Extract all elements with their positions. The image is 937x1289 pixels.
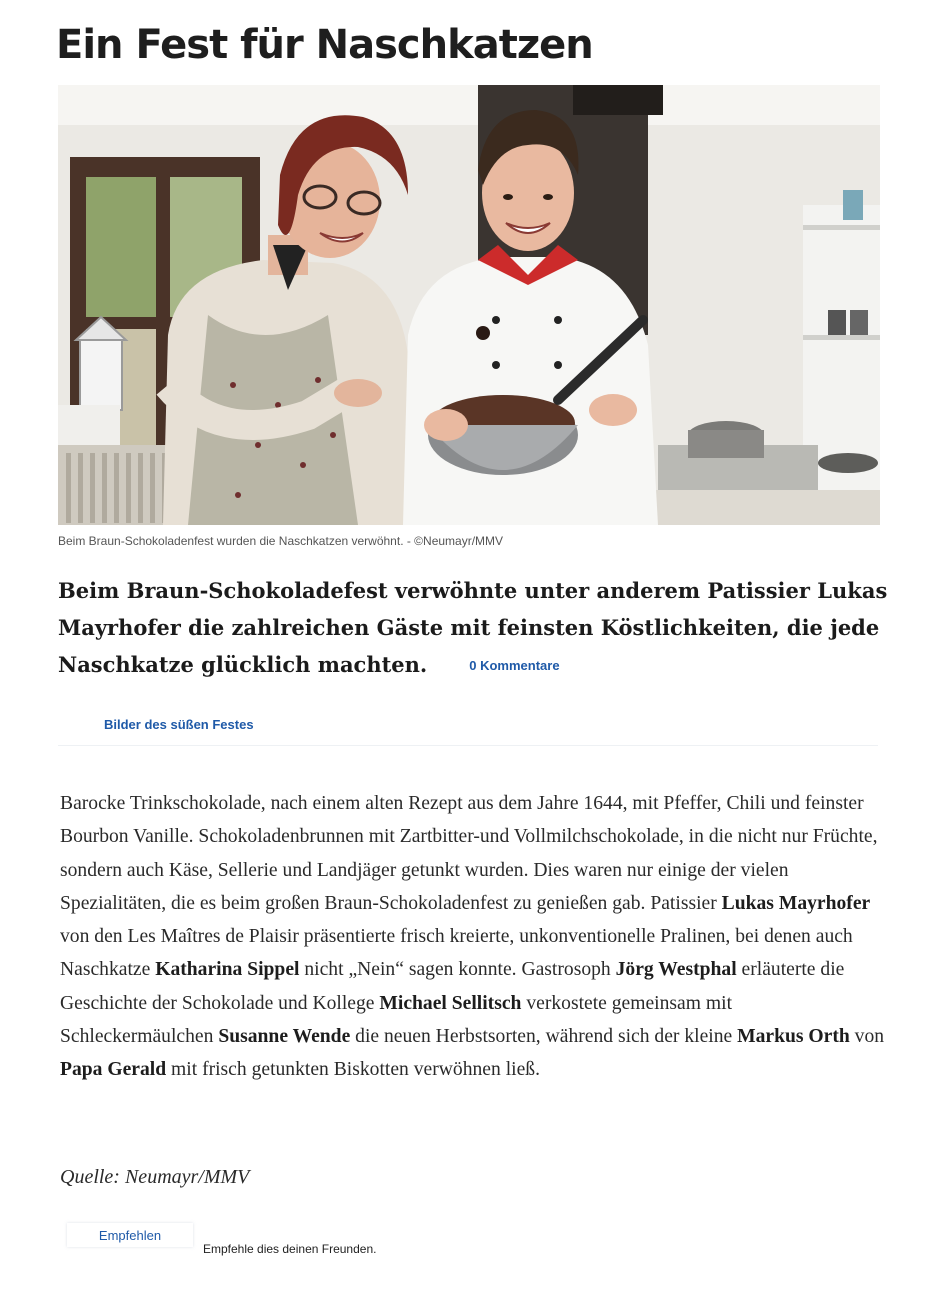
person-name: Michael Sellitsch <box>379 992 522 1014</box>
body-text-7: von <box>849 1026 885 1048</box>
article-lead <box>58 572 898 684</box>
divider <box>58 745 878 746</box>
body-text-4: erläuterte die Geschichte der Schokolade und Kollege <box>60 959 845 1014</box>
person-name: Papa Gerald <box>60 1059 167 1081</box>
recommend-text: Empfehle dies deinen Freunden. <box>203 1242 377 1256</box>
image-caption: Beim Braun-Schokoladenfest wurden die Naschkatzen verwöhnt. - ©Neumayr/MMV <box>58 534 504 548</box>
body-text-6: die neuen Herbstsorten, während sich der kleine <box>350 1026 738 1048</box>
article-title: Ein Fest für Naschkatzen <box>56 22 593 68</box>
article-source: Quelle: Neumayr/MMV <box>60 1166 250 1188</box>
body-text-3: nicht „Nein“ sagen konnte. Gastrosoph <box>299 959 616 981</box>
person-name: Katharina Sippel <box>155 959 300 981</box>
body-text-1: Barocke Trinkschokolade, nach einem alten Rezept aus dem Jahre 1644, mit Pfeffer, Chili und feinster Bourbon Vanille. Schokoladenbrunnen mit Zartbitter-und Vollmilchschokolade, in die nicht nur Früchte, sondern auch Käse, Sellerie und Landjäger getunkt wurden. Dies waren nur einige der vielen Spezialitäten, die es beim großen Braun-Schokoladenfest zu genießen gab. Patissier <box>60 793 878 914</box>
body-text-5: verkostete gemeinsam mit Schleckermäulchen <box>60 992 733 1048</box>
body-text-8: mit frisch getunkten Biskotten verwöhnen ließ. <box>166 1059 540 1081</box>
person-name: Lukas Mayrhofer <box>721 892 871 914</box>
photo-illustration <box>58 85 880 525</box>
recommend-button[interactable]: Empfehlen <box>67 1223 193 1247</box>
lead-text: Beim Braun-Schokoladefest verwöhnte unter anderem Patissier Lukas Mayrhofer die zahlreichen Gäste mit feinsten Köstlichkeiten, die jede Naschkatze glücklich machten. <box>58 578 888 677</box>
article-body <box>60 787 890 1087</box>
article-photo <box>58 85 880 525</box>
person-name: Jörg Westphal <box>615 959 737 981</box>
gallery-link[interactable]: Bilder des süßen Festes <box>104 717 254 732</box>
comments-link[interactable]: 0 Kommentare <box>469 658 560 673</box>
person-name: Susanne Wende <box>218 1026 351 1048</box>
body-text-2: von den Les Maîtres de Plaisir präsentierte frisch kreierte, unkonventionelle Pralinen, bei denen auch Naschkatze <box>60 926 853 981</box>
person-name: Markus Orth <box>737 1026 850 1048</box>
